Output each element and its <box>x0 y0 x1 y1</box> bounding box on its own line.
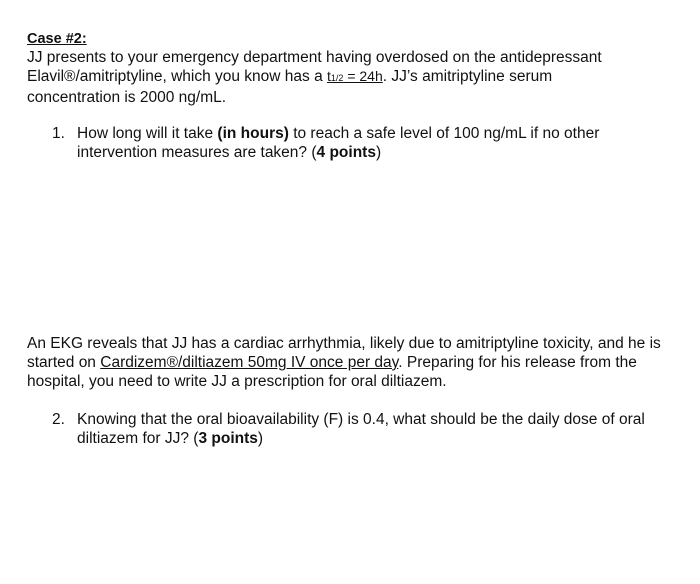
half-life-notation <box>327 68 383 84</box>
question-1-text-b: to reach a safe level of 100 ng/mL if no other intervention measures are taken? ( <box>77 125 600 161</box>
half-life-value: = 24h <box>343 68 383 84</box>
question-2-number: 2. <box>52 411 65 428</box>
question-1-number: 1. <box>52 125 65 142</box>
question-1-text-a: How long will it take <box>77 125 218 142</box>
intro-line-3: concentration is 2000 ng/mL. <box>27 89 227 106</box>
ekg-prescription-underlined: Cardizem®/diltiazem 50mg IV once per day <box>100 354 399 371</box>
intro-line-2b: . JJ’s amitriptyline serum <box>382 68 553 85</box>
intro-line-2a: Elavil®/amitriptyline, which you know has a <box>27 68 328 85</box>
intro-paragraph <box>27 48 687 107</box>
intro-line-1: JJ presents to your emergency department having overdosed on the antidepressant <box>27 49 602 66</box>
half-life-subscript: 1/2 <box>330 73 344 83</box>
question-2-text <box>77 410 682 448</box>
question-1-text-c: ) <box>375 144 382 161</box>
half-life-t: t <box>327 68 331 84</box>
question-2-text-a: Knowing that the oral bioavailability (F) is 0.4, what should be the daily dose of oral diltiazem for JJ? ( <box>77 411 645 447</box>
ekg-paragraph <box>27 334 687 391</box>
question-2-text-b: ) <box>257 430 264 447</box>
question-1-points: 4 points <box>316 144 376 161</box>
ekg-text-a: An EKG reveals that JJ has a cardiac arrhythmia, likely due to amitriptyline toxicity, and he is started on <box>27 335 661 371</box>
case-title: Case #2: <box>27 31 87 47</box>
question-1 <box>52 124 682 162</box>
question-1-bold-hours: (in hours) <box>217 125 289 142</box>
ekg-text-b: . Preparing for his release from the hospital, you need to write JJ a prescription for oral diltiazem. <box>27 354 637 390</box>
question-1-text <box>77 124 682 162</box>
question-2-points: 3 points <box>198 430 258 447</box>
question-2 <box>52 410 682 448</box>
